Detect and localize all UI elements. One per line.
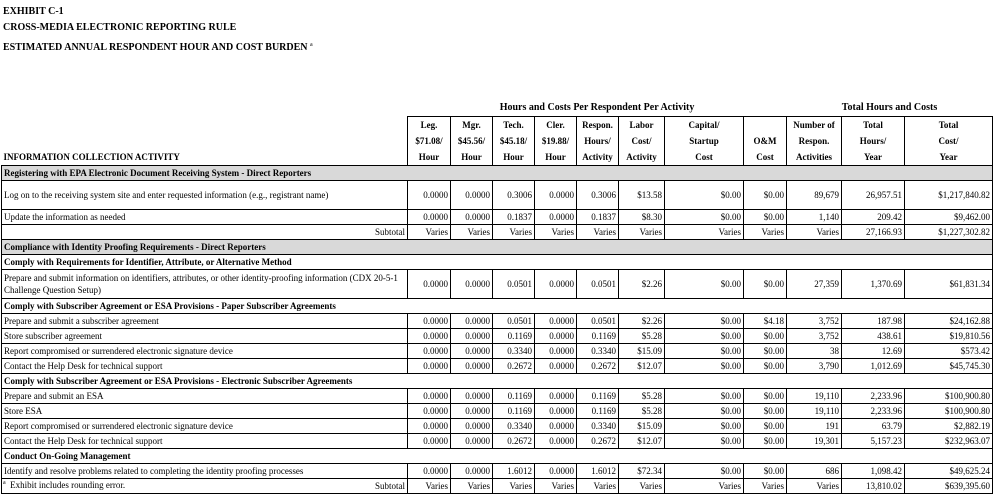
- table-title-text: ESTIMATED ANNUAL RESPONDENT HOUR AND COST BURDEN: [3, 42, 308, 53]
- value-cell: 0.0000: [451, 464, 493, 479]
- value-cell: 0.0000: [535, 181, 577, 210]
- col-capital-cost-header: Capital/ Startup Cost: [665, 117, 744, 166]
- value-cell: 438.61: [842, 329, 905, 344]
- value-cell: $2.26: [619, 314, 665, 329]
- activity-cell: Store ESA: [2, 404, 408, 419]
- value-cell: 3,752: [787, 314, 842, 329]
- activity-cell: Identify and resolve problems related to completing the identity proofing processes: [2, 464, 408, 479]
- value-cell: 0.0000: [451, 389, 493, 404]
- subtotal-cell: Varies: [408, 225, 451, 240]
- value-cell: 686: [787, 464, 842, 479]
- value-cell: $19,810.56: [905, 329, 993, 344]
- value-cell: 0.0000: [451, 359, 493, 374]
- value-cell: 0.0000: [535, 314, 577, 329]
- subtotal-label: Subtotal: [2, 225, 408, 240]
- col-legal-header: Leg. $71.08/ Hour: [408, 117, 451, 166]
- footnote-mark: a: [3, 480, 6, 486]
- value-cell: $0.00: [744, 344, 787, 359]
- value-cell: $2,882.19: [905, 419, 993, 434]
- section-row: [2, 166, 993, 181]
- subtotal-row: [2, 225, 993, 240]
- col-technical-header: Tech. $45.18/ Hour: [493, 117, 535, 166]
- subtotal-cell: 13,810.02: [842, 479, 905, 494]
- table-row: [2, 419, 993, 434]
- value-cell: 0.0000: [451, 181, 493, 210]
- value-cell: 1,140: [787, 210, 842, 225]
- value-cell: 0.0000: [408, 314, 451, 329]
- subtotal-cell: Varies: [787, 225, 842, 240]
- value-cell: $0.00: [665, 210, 744, 225]
- table-row: [2, 359, 993, 374]
- value-cell: 1.6012: [493, 464, 535, 479]
- activity-cell: Update the information as needed: [2, 210, 408, 225]
- value-cell: $0.00: [744, 404, 787, 419]
- subtotal-cell: Varies: [577, 479, 619, 494]
- value-cell: 0.2672: [577, 434, 619, 449]
- value-cell: $573.42: [905, 344, 993, 359]
- value-cell: 12.69: [842, 344, 905, 359]
- value-cell: 0.1169: [577, 329, 619, 344]
- subsection-title: Comply with Requirements for Identifier, Attribute, or Alternative Method: [2, 255, 993, 270]
- value-cell: 0.0000: [451, 344, 493, 359]
- subtotal-label: Subtotal: [2, 479, 408, 494]
- value-cell: 0.0000: [535, 344, 577, 359]
- value-cell: 3,790: [787, 359, 842, 374]
- section-row: [2, 240, 993, 255]
- section-title: Registering with EPA Electronic Document Receiving System - Direct Reporters: [2, 166, 993, 181]
- activity-cell: Store subscriber agreement: [2, 329, 408, 344]
- value-cell: 0.1837: [577, 210, 619, 225]
- value-cell: 0.0000: [408, 210, 451, 225]
- col-total-hours-header: Total Hours/ Year: [842, 117, 905, 166]
- value-cell: 0.0000: [535, 270, 577, 299]
- value-cell: 0.0000: [535, 419, 577, 434]
- subsection-row: [2, 449, 993, 464]
- section-title: Compliance with Identity Proofing Requirements - Direct Reporters: [2, 240, 993, 255]
- column-header-row: [2, 117, 993, 166]
- value-cell: 0.0000: [408, 344, 451, 359]
- subtotal-cell: Varies: [493, 479, 535, 494]
- col-clerical-header: Cler. $19.88/ Hour: [535, 117, 577, 166]
- subtotal-cell: Varies: [535, 225, 577, 240]
- subtotal-cell: $639,395.60: [905, 479, 993, 494]
- value-cell: 0.1169: [577, 389, 619, 404]
- subtotal-cell: Varies: [665, 479, 744, 494]
- value-cell: $0.00: [744, 329, 787, 344]
- value-cell: $0.00: [665, 464, 744, 479]
- subtotal-cell: Varies: [787, 479, 842, 494]
- burden-table: [1, 98, 993, 494]
- value-cell: $0.00: [744, 464, 787, 479]
- value-cell: $15.09: [619, 344, 665, 359]
- value-cell: 1,012.69: [842, 359, 905, 374]
- value-cell: 0.0000: [408, 419, 451, 434]
- activity-cell: Log on to the receiving system site and enter requested information (e.g., registrant name): [2, 181, 408, 210]
- value-cell: $0.00: [744, 419, 787, 434]
- value-cell: $100,900.80: [905, 389, 993, 404]
- activity-cell: Report compromised or surrendered electronic signature device: [2, 419, 408, 434]
- subtotal-cell: $1,227,302.82: [905, 225, 993, 240]
- value-cell: $12.07: [619, 434, 665, 449]
- footnote: [3, 480, 125, 490]
- value-cell: $0.00: [665, 389, 744, 404]
- table-row: [2, 434, 993, 449]
- value-cell: 0.0000: [408, 404, 451, 419]
- value-cell: 191: [787, 419, 842, 434]
- value-cell: $12.07: [619, 359, 665, 374]
- value-cell: 63.79: [842, 419, 905, 434]
- value-cell: $0.00: [665, 314, 744, 329]
- value-cell: $5.28: [619, 329, 665, 344]
- subsection-title: Comply with Subscriber Agreement or ESA Provisions - Paper Subscriber Agreements: [2, 299, 993, 314]
- value-cell: $0.00: [665, 181, 744, 210]
- table-row: [2, 389, 993, 404]
- table-body: [2, 166, 993, 494]
- value-cell: 0.1169: [493, 329, 535, 344]
- value-cell: 0.0000: [408, 464, 451, 479]
- col-respondent-activities-header: Number of Respon. Activities: [787, 117, 842, 166]
- value-cell: $9,462.00: [905, 210, 993, 225]
- value-cell: $1,217,840.82: [905, 181, 993, 210]
- value-cell: 0.0000: [408, 181, 451, 210]
- value-cell: 0.0000: [408, 270, 451, 299]
- value-cell: $5.28: [619, 404, 665, 419]
- value-cell: 0.0000: [535, 389, 577, 404]
- table-row: [2, 314, 993, 329]
- subsection-row: [2, 299, 993, 314]
- value-cell: 0.3340: [493, 344, 535, 359]
- value-cell: $5.28: [619, 389, 665, 404]
- value-cell: 0.0000: [535, 404, 577, 419]
- subtotal-cell: 27,166.93: [842, 225, 905, 240]
- value-cell: 0.1837: [493, 210, 535, 225]
- value-cell: $232,963.07: [905, 434, 993, 449]
- value-cell: 187.98: [842, 314, 905, 329]
- subsection-row: [2, 255, 993, 270]
- value-cell: 0.0000: [408, 359, 451, 374]
- subtotal-cell: Varies: [744, 479, 787, 494]
- subtotal-cell: Varies: [619, 479, 665, 494]
- value-cell: $0.00: [744, 270, 787, 299]
- table-title: [3, 42, 313, 53]
- value-cell: $0.00: [744, 210, 787, 225]
- subtotal-row: [2, 479, 993, 494]
- value-cell: $0.00: [665, 404, 744, 419]
- value-cell: 0.0501: [493, 270, 535, 299]
- value-cell: $61,831.34: [905, 270, 993, 299]
- value-cell: $8.30: [619, 210, 665, 225]
- value-cell: $45,745.30: [905, 359, 993, 374]
- col-manager-header: Mgr. $45.56/ Hour: [451, 117, 493, 166]
- value-cell: 0.0501: [577, 314, 619, 329]
- subtotal-cell: Varies: [744, 225, 787, 240]
- rule-title: CROSS-MEDIA ELECTRONIC REPORTING RULE: [3, 22, 237, 33]
- footnote-text: Exhibit includes rounding error.: [10, 480, 126, 490]
- group-header-row: [2, 98, 993, 117]
- value-cell: $2.26: [619, 270, 665, 299]
- value-cell: 19,301: [787, 434, 842, 449]
- activity-cell: Contact the Help Desk for technical support: [2, 434, 408, 449]
- value-cell: 0.0501: [577, 270, 619, 299]
- subtotal-cell: Varies: [493, 225, 535, 240]
- group-totals: Total Hours and Costs: [841, 101, 938, 113]
- value-cell: 0.0000: [408, 389, 451, 404]
- value-cell: 0.0000: [451, 314, 493, 329]
- value-cell: 3,752: [787, 329, 842, 344]
- table-row: [2, 210, 993, 225]
- value-cell: 0.0000: [408, 329, 451, 344]
- group-per-activity: Hours and Costs Per Respondent Per Activity: [499, 101, 695, 113]
- value-cell: 89,679: [787, 181, 842, 210]
- value-cell: 0.2672: [577, 359, 619, 374]
- value-cell: 0.0000: [451, 210, 493, 225]
- value-cell: $0.00: [744, 434, 787, 449]
- value-cell: 1,370.69: [842, 270, 905, 299]
- value-cell: $4.18: [744, 314, 787, 329]
- value-cell: 19,110: [787, 404, 842, 419]
- value-cell: 209.42: [842, 210, 905, 225]
- subsection-title: Comply with Subscriber Agreement or ESA Provisions - Electronic Subscriber Agreements: [2, 374, 993, 389]
- value-cell: 0.0000: [451, 404, 493, 419]
- subsection-row: [2, 374, 993, 389]
- value-cell: $100,900.80: [905, 404, 993, 419]
- table-row: [2, 329, 993, 344]
- value-cell: 0.3006: [493, 181, 535, 210]
- table-title-note-mark: a: [310, 42, 313, 48]
- value-cell: 0.0000: [535, 329, 577, 344]
- value-cell: 0.0000: [535, 210, 577, 225]
- table-row: [2, 181, 993, 210]
- value-cell: $15.09: [619, 419, 665, 434]
- value-cell: 2,233.96: [842, 389, 905, 404]
- value-cell: $0.00: [744, 359, 787, 374]
- table-row: [2, 344, 993, 359]
- value-cell: 0.1169: [493, 389, 535, 404]
- value-cell: 26,957.51: [842, 181, 905, 210]
- value-cell: 5,157.23: [842, 434, 905, 449]
- value-cell: 38: [787, 344, 842, 359]
- subtotal-cell: Varies: [619, 225, 665, 240]
- activity-cell: Prepare and submit a subscriber agreement: [2, 314, 408, 329]
- table-row: [2, 270, 993, 299]
- subtotal-cell: Varies: [408, 479, 451, 494]
- col-labor-cost-header: Labor Cost/ Activity: [619, 117, 665, 166]
- value-cell: 0.2672: [493, 359, 535, 374]
- col-hours-activity-header: Respon. Hours/ Activity: [577, 117, 619, 166]
- subtotal-cell: Varies: [665, 225, 744, 240]
- value-cell: 0.0000: [408, 434, 451, 449]
- subtotal-cell: Varies: [577, 225, 619, 240]
- value-cell: 0.3340: [577, 344, 619, 359]
- activity-cell: Contact the Help Desk for technical support: [2, 359, 408, 374]
- value-cell: $0.00: [665, 329, 744, 344]
- value-cell: 0.0000: [535, 464, 577, 479]
- table-row: [2, 404, 993, 419]
- value-cell: 0.1169: [577, 404, 619, 419]
- value-cell: 1.6012: [577, 464, 619, 479]
- exhibit-label: EXHIBIT C-1: [3, 6, 64, 17]
- value-cell: $0.00: [665, 270, 744, 299]
- col-activity-header: INFORMATION COLLECTION ACTIVITY: [3, 152, 180, 162]
- activity-cell: Report compromised or surrendered electronic signature device: [2, 344, 408, 359]
- value-cell: 0.2672: [493, 434, 535, 449]
- value-cell: 0.3340: [577, 419, 619, 434]
- value-cell: 0.0000: [451, 270, 493, 299]
- value-cell: 19,110: [787, 389, 842, 404]
- col-total-cost-header: Total Cost/ Year: [905, 117, 993, 166]
- value-cell: 0.0501: [493, 314, 535, 329]
- value-cell: 0.3340: [493, 419, 535, 434]
- value-cell: 0.0000: [451, 419, 493, 434]
- subtotal-cell: Varies: [451, 225, 493, 240]
- value-cell: 0.0000: [451, 434, 493, 449]
- value-cell: $49,625.24: [905, 464, 993, 479]
- value-cell: 0.1169: [493, 404, 535, 419]
- value-cell: $72.34: [619, 464, 665, 479]
- value-cell: 1,098.42: [842, 464, 905, 479]
- value-cell: $0.00: [744, 181, 787, 210]
- value-cell: $24,162.88: [905, 314, 993, 329]
- subtotal-cell: Varies: [451, 479, 493, 494]
- value-cell: $0.00: [665, 344, 744, 359]
- subsection-title: Conduct On-Going Management: [2, 449, 993, 464]
- value-cell: $0.00: [665, 434, 744, 449]
- table-row: [2, 464, 993, 479]
- value-cell: 27,359: [787, 270, 842, 299]
- value-cell: $0.00: [744, 389, 787, 404]
- value-cell: 0.3006: [577, 181, 619, 210]
- value-cell: $0.00: [665, 419, 744, 434]
- value-cell: 0.0000: [451, 329, 493, 344]
- value-cell: $13.58: [619, 181, 665, 210]
- activity-cell: Prepare and submit information on identifiers, attributes, or other identity-proofing information (CDX 20-5-1 Challenge Question Setup): [2, 270, 408, 299]
- value-cell: 2,233.96: [842, 404, 905, 419]
- activity-cell: Prepare and submit an ESA: [2, 389, 408, 404]
- col-om-cost-header: O&M Cost: [744, 117, 787, 166]
- value-cell: 0.0000: [535, 359, 577, 374]
- value-cell: $0.00: [665, 359, 744, 374]
- subtotal-cell: Varies: [535, 479, 577, 494]
- value-cell: 0.0000: [535, 434, 577, 449]
